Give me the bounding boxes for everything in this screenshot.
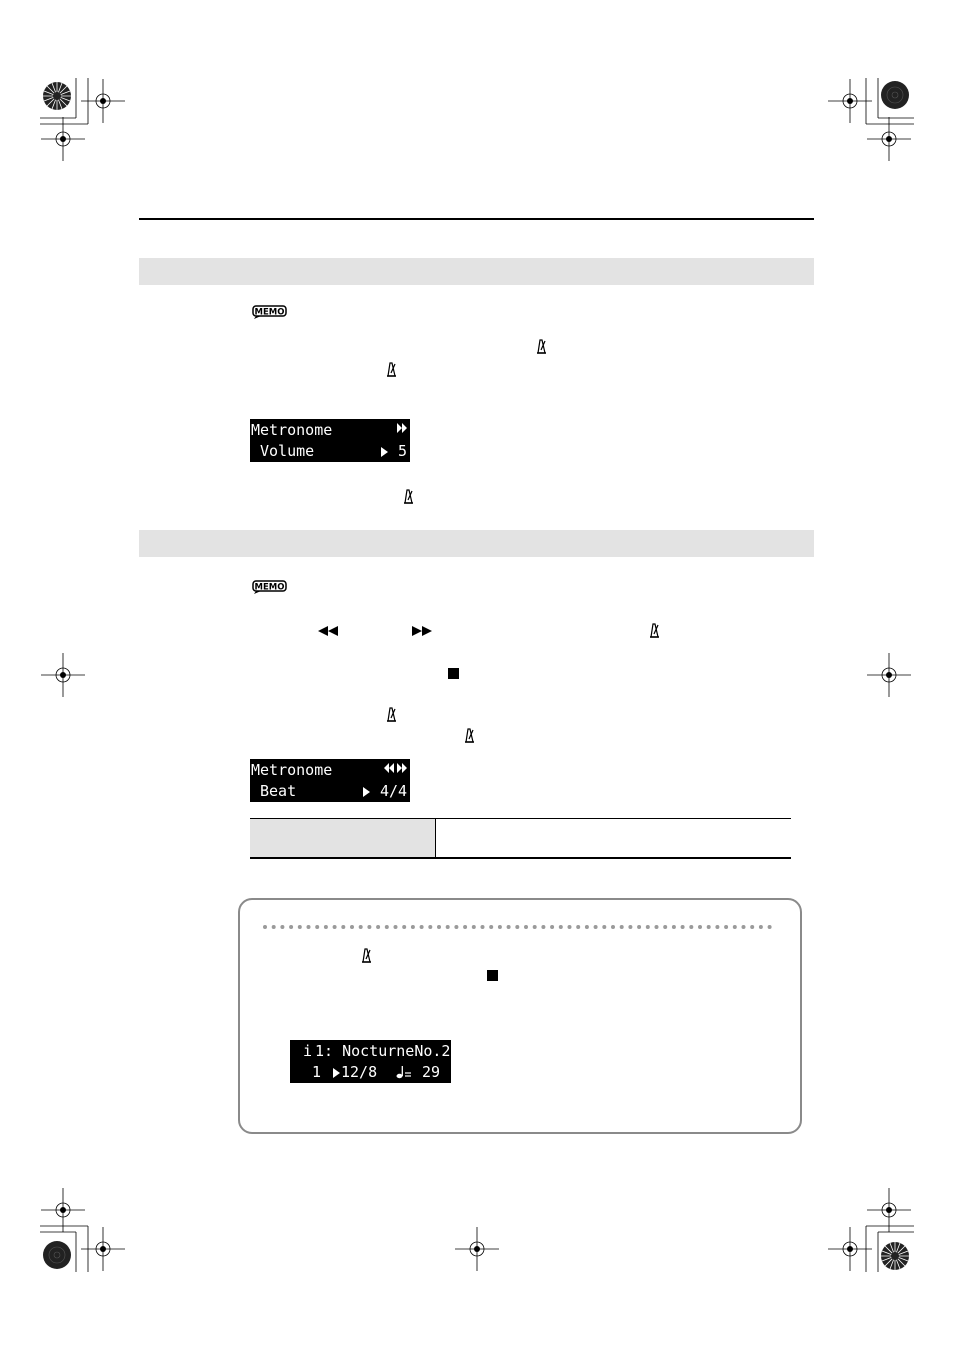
fast-forward-icon: [412, 626, 432, 636]
divider-dot: [524, 925, 528, 929]
lcd-measure: 1: [312, 1063, 322, 1081]
stop-icon: [487, 970, 498, 981]
divider-dot: [411, 925, 415, 929]
divider-dot: [620, 925, 624, 929]
divider-dot: [367, 925, 371, 929]
section-band-volume: [139, 258, 814, 285]
divider-dot: [733, 925, 737, 929]
metronome-icon: [360, 947, 372, 963]
divider-dot: [568, 925, 572, 929]
divider-dot: [272, 925, 276, 929]
divider-dot: [341, 925, 345, 929]
divider-dot: [280, 925, 284, 929]
divider-dot: [594, 925, 598, 929]
divider-dot: [585, 925, 589, 929]
divider-dot: [715, 925, 719, 929]
divider-dot: [724, 925, 728, 929]
metronome-icon: [385, 361, 397, 377]
divider-dot: [298, 925, 302, 929]
divider-dot: [333, 925, 337, 929]
lcd-line1: Metronome: [251, 421, 333, 439]
divider-dot: [376, 925, 380, 929]
divider-dot: [324, 925, 328, 929]
metronome-icon: [648, 622, 660, 638]
divider-dot: [742, 925, 746, 929]
divider-dot: [472, 925, 476, 929]
lcd-line2-label: Volume: [260, 442, 315, 460]
table-header-cell: [250, 818, 435, 858]
divider-dot: [437, 925, 441, 929]
divider-dot: [394, 925, 398, 929]
metronome-icon: [402, 488, 414, 504]
rewind-fastforward-icon: [384, 763, 408, 773]
header-rule: [139, 218, 814, 220]
divider-dot: [420, 925, 424, 929]
divider-dot: [428, 925, 432, 929]
divider-dot: [507, 925, 511, 929]
dotted-divider: [262, 924, 778, 930]
lcd-display-song: [290, 1040, 451, 1083]
divider-dot: [350, 925, 354, 929]
lcd-line1: Metronome: [251, 761, 333, 779]
divider-dot: [602, 925, 606, 929]
divider-dot: [681, 925, 685, 929]
divider-dot: [541, 925, 545, 929]
divider-dot: [463, 925, 467, 929]
divider-dot: [515, 925, 519, 929]
divider-dot: [489, 925, 493, 929]
divider-dot: [498, 925, 502, 929]
divider-dot: [611, 925, 615, 929]
metronome-icon: [385, 706, 397, 722]
lcd-song-name: 1: NocturneNo.2: [315, 1042, 451, 1060]
divider-dot: [655, 925, 659, 929]
divider-dot: [646, 925, 650, 929]
cursor-arrow-icon: [363, 787, 370, 797]
divider-dot: [315, 925, 319, 929]
stop-icon: [448, 668, 459, 679]
divider-dot: [637, 925, 641, 929]
cursor-arrow-icon: [333, 1068, 340, 1078]
divider-dot: [750, 925, 754, 929]
quarter-note-icon: [396, 1065, 412, 1079]
divider-dot: [307, 925, 311, 929]
fast-forward-icon: [397, 423, 408, 433]
divider-dot: [689, 925, 693, 929]
memo-icon: [252, 303, 288, 319]
settings-table: [250, 818, 791, 858]
lcd-display-beat: [250, 759, 410, 802]
divider-dot: [663, 925, 667, 929]
divider-dot: [768, 925, 772, 929]
lcd-line2-value: 5: [398, 442, 408, 460]
divider-dot: [698, 925, 702, 929]
lcd-tempo: 29: [422, 1063, 441, 1081]
divider-dot: [628, 925, 632, 929]
divider-dot: [481, 925, 485, 929]
metronome-icon: [535, 338, 547, 354]
divider-dot: [550, 925, 554, 929]
rewind-icon: [318, 626, 338, 636]
svg-text:MEMO: MEMO: [254, 582, 285, 593]
memo-icon: [252, 578, 288, 594]
divider-dot: [454, 925, 458, 929]
divider-dot: [446, 925, 450, 929]
note-box: [238, 898, 802, 1134]
lcd-line2-label: Beat: [260, 782, 297, 800]
divider-dot: [289, 925, 293, 929]
lcd-display-volume: [250, 419, 410, 462]
divider-dot: [263, 925, 267, 929]
divider-dot: [533, 925, 537, 929]
divider-dot: [672, 925, 676, 929]
divider-dot: [402, 925, 406, 929]
divider-dot: [707, 925, 711, 929]
svg-text:MEMO: MEMO: [254, 307, 285, 318]
lcd-song-prefix: i: [303, 1042, 313, 1060]
metronome-icon: [463, 727, 475, 743]
divider-dot: [385, 925, 389, 929]
cursor-arrow-icon: [381, 447, 388, 457]
lcd-line2-value: 4/4: [380, 782, 408, 800]
divider-dot: [559, 925, 563, 929]
divider-dot: [576, 925, 580, 929]
divider-dot: [359, 925, 363, 929]
divider-dot: [759, 925, 763, 929]
lcd-beat: 12/8: [341, 1063, 378, 1081]
section-band-beat: [139, 530, 814, 557]
